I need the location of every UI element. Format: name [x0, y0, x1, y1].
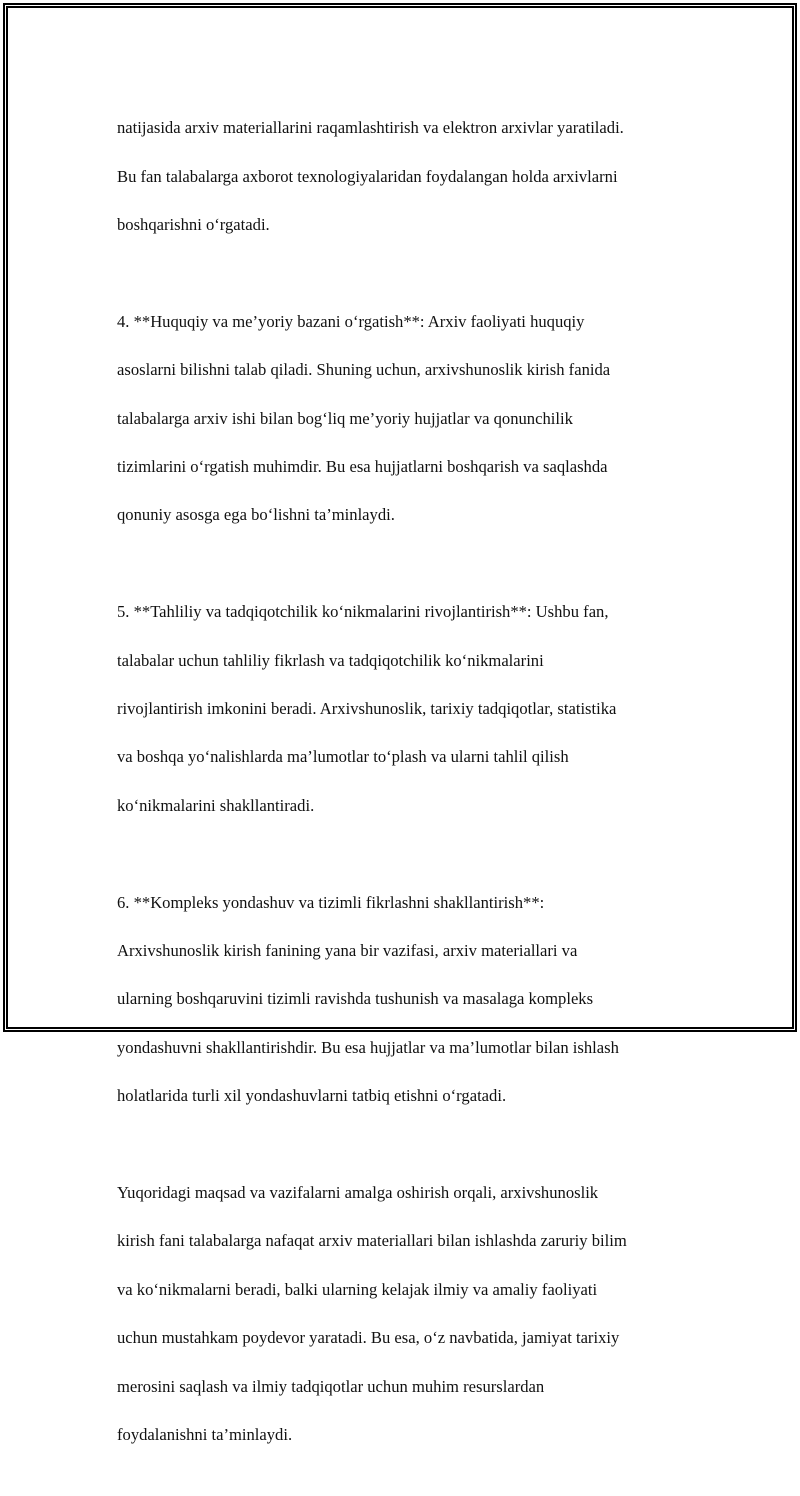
text-line: va boshqa yo‘nalishlarda ma’lumotlar to‘plash va ularni tahlil qilish	[117, 747, 569, 767]
text-line: 4. **Huquqiy va me’yoriy bazani o‘rgatish**: Arxiv faoliyati huquqiy	[117, 311, 585, 331]
text-line: boshqarishni o‘rgatadi.	[117, 215, 270, 235]
text-line: rivojlantirish imkonini beradi. Arxivshunoslik, tarixiy tadqiqotlar, statistika	[117, 699, 617, 719]
text-line: tizimlarini o‘rgatish muhimdir. Bu esa hujjatlarni boshqarish va saqlashda	[117, 457, 608, 477]
text-line: holatlarida turli xil yondashuvlarni tatbiq etishni o‘rgatadi.	[117, 1086, 507, 1106]
text-line: uchun mustahkam poydevor yaratadi. Bu esa, o‘z navbatida, jamiyat tarixiy	[117, 1328, 620, 1348]
text-line: ularning boshqaruvini tizimli ravishda tushunish va masalaga kompleks	[117, 989, 594, 1009]
text-line: 5. **Tahliliy va tadqiqotchilik ko‘nikmalarini rivojlantirish**: Ushbu fan,	[117, 602, 609, 622]
text-line: Bu fan talabalarga axborot texnologiyalaridan foydalangan holda arxivlarni	[117, 166, 618, 186]
paragraph-item-6	[117, 866, 697, 1132]
text-line: Yuqoridagi maqsad va vazifalarni amalga oshirish orqali, arxivshunoslik	[117, 1183, 599, 1203]
text-line: ko‘nikmalarini shakllantiradi.	[117, 795, 315, 815]
text-line: 6. **Kompleks yondashuv va tizimli fikrlashni shakllantirish**:	[117, 892, 545, 912]
text-line: Arxivshunoslik kirish fanining yana bir vazifasi, arxiv materiallari va	[117, 941, 578, 961]
text-line: va ko‘nikmalarni beradi, balki ularning kelajak ilmiy va amaliy faoliyati	[117, 1279, 598, 1299]
text-line: yondashuvni shakllantirishdir. Bu esa hujjatlar va ma’lumotlar bilan ishlash	[117, 1037, 619, 1057]
text-line: talabalarga arxiv ishi bilan bog‘liq me’yoriy hujjatlar va qonunchilik	[117, 408, 573, 428]
text-line: kirish fani talabalarga nafaqat arxiv materiallari bilan ishlashda zaruriy bilim	[117, 1231, 627, 1251]
paragraph-item-5	[117, 576, 697, 842]
paragraph-intro-continuation	[117, 92, 697, 261]
paragraph-item-4	[117, 286, 697, 552]
text-line: foydalanishni ta’minlaydi.	[117, 1425, 293, 1445]
text-line: asoslarni bilishni talab qiladi. Shuning uchun, arxivshunoslik kirish fanida	[117, 360, 611, 380]
document-body	[117, 92, 697, 1496]
text-line: qonuniy asosga ega bo‘lishni ta’minlaydi.	[117, 505, 395, 525]
text-line: talabalar uchun tahliliy fikrlash va tadqiqotchilik ko‘nikmalarini	[117, 650, 544, 670]
text-line: natijasida arxiv materiallarini raqamlashtirish va elektron arxivlar yaratiladi.	[117, 118, 624, 138]
text-line: merosini saqlash va ilmiy tadqiqotlar uchun muhim resurslardan	[117, 1376, 545, 1396]
paragraph-conclusion	[117, 1157, 697, 1472]
